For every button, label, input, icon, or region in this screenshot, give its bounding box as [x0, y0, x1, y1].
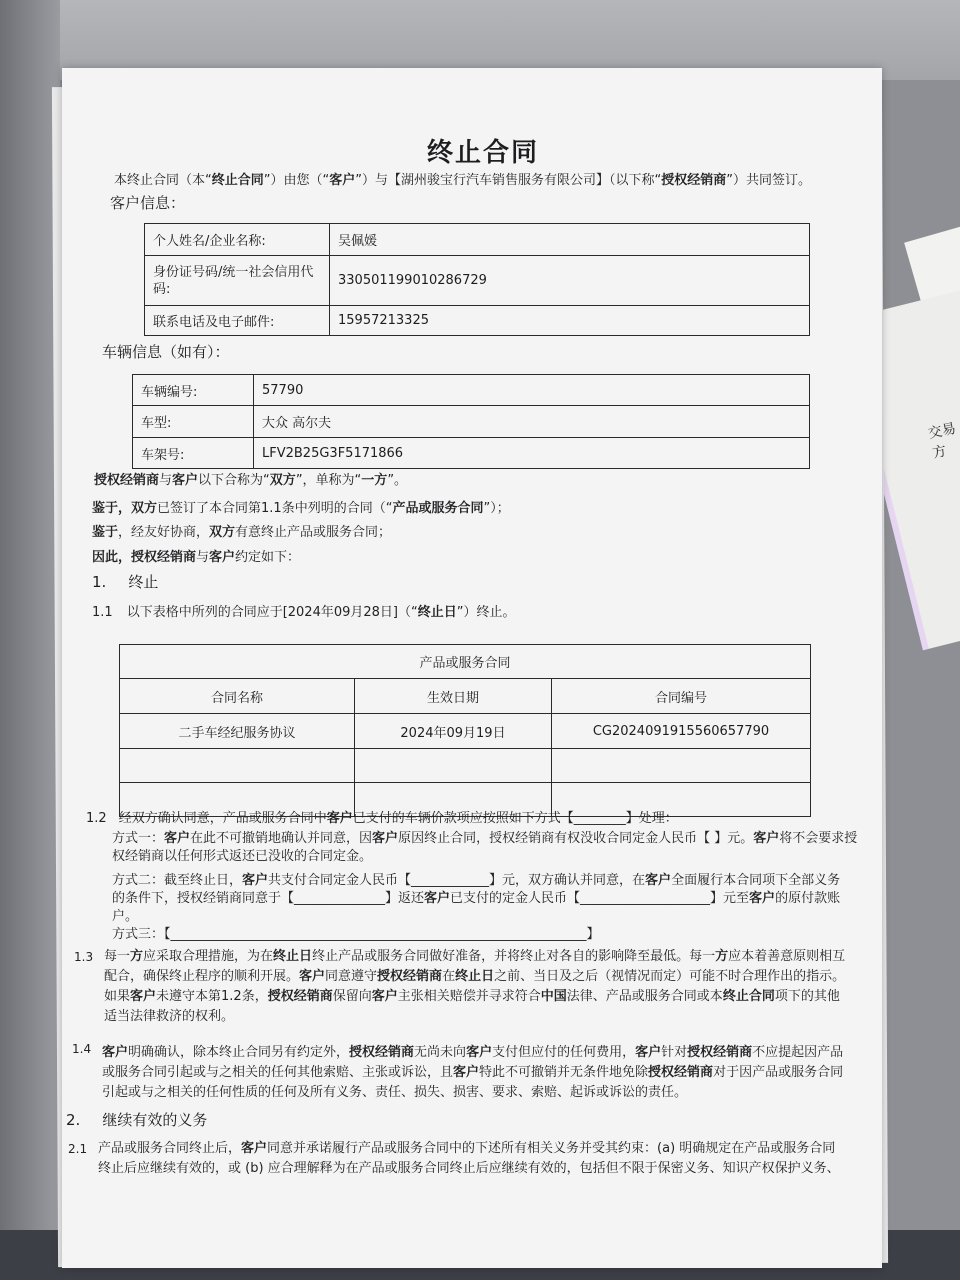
whereas-1: 鉴于，双方已签订了本合同第1.1条中列明的合同（“产品或服务合同”）； [92, 501, 510, 516]
clause-1-3-line-4: 适当法律救济的权利。 [104, 1009, 235, 1024]
vehicle-heading: 车辆信息（如有）： [102, 343, 230, 361]
method-1-line-1: 方式一：客户在此不可撤销地确认并同意，因客户原因终止合同，授权经销商有权没收合同定金人民币【 】元。客户将不会要求授 [112, 831, 858, 846]
clause-2-1-line-2: 终止后应继续有效的，或 (b) 应合理解释为在产品或服务合同终止后应继续有效的，包括但不限于保密义务、知识产权保护义务、 [98, 1161, 840, 1176]
customer-id-label: 身份证号码/统一社会信用代码: [145, 256, 330, 306]
table-row [133, 375, 810, 406]
customer-contact-value: 15957213325 [330, 306, 810, 336]
clause-1-4-line-3: 引起或与之相关的任何性质的任何及所有义务、责任、损失、损害、要求、索赔、起诉或诉讼的责任。 [102, 1085, 688, 1100]
clause-1-3-line-1: 每一方应采取合理措施，为在终止日终止产品或服务合同做好准备，并将终止对各自的影响降至最低。每一方应本着善意原则相互 [104, 949, 846, 964]
customer-id-value: 330501199010286729 [330, 256, 810, 306]
vehicle-vin-value: LFV2B25G3F5171866 [254, 438, 810, 469]
table-row [145, 224, 810, 256]
page-title: 终止合同 [427, 138, 540, 168]
customer-name-label: 个人姓名/企业名称: [145, 224, 330, 256]
clause-2-1-line-1: 产品或服务合同终止后，客户同意并承诺履行产品或服务合同中的下述所有相关义务并受其约束：(a) 明确规定在产品或服务合同 [98, 1141, 836, 1156]
table-row [120, 645, 811, 679]
method-1-line-2: 权经销商以任何形式返还已没收的合同定金。 [112, 849, 373, 864]
table-row [133, 438, 810, 469]
header-contract-number: 合同编号 [552, 679, 811, 714]
clause-1-1: 1.1 以下表格中所列的合同应于[2024年09月28日]（“终止日”）终止。 [92, 605, 516, 620]
method-2-line-3: 户。 [112, 909, 139, 924]
clause-1-3-line-2: 配合，确保终止程序的顺利开展。客户同意遵守授权经销商在终止日之前、当日及之后（视情况而定）可能不时合理作出的指示。 [104, 969, 846, 984]
table-row [120, 749, 811, 783]
vehicle-id-value: 57790 [254, 375, 810, 406]
table-row [120, 714, 811, 749]
clause-1-2: 1.2 经双方确认同意，产品或服务合同中客户已支付的车辆价款项应按照如下方式【________】处理： [86, 811, 678, 826]
section-1-heading: 1. 终止 [92, 573, 159, 591]
clause-1-4-line-1: 客户明确确认，除本终止合同另有约定外，授权经销商无尚未向客户支付但应付的任何费用，客户针对授权经销商不应提起因产品 [102, 1045, 844, 1060]
table-row [145, 256, 810, 306]
table-row [120, 679, 811, 714]
clause-2-1-number: 2.1 [68, 1142, 88, 1156]
contracts-table [119, 644, 811, 817]
header-effective-date: 生效日期 [355, 679, 552, 714]
method-3-line: 方式三：【________________________________________________________________】 [112, 927, 600, 942]
contract-date-cell [355, 749, 552, 783]
clause-1-3-number: 1.3 [74, 950, 94, 964]
customer-heading: 客户信息： [110, 194, 186, 212]
vehicle-vin-label: 车架号: [133, 438, 254, 469]
intro-paragraph: 本终止合同（本“终止合同”）由您（“客户”）与【湖州骏宝行汽车销售服务有限公司】（以下称“授权经销商”）共同签订。 [114, 173, 812, 188]
table-row [145, 306, 810, 336]
clause-1-4-number: 1.4 [72, 1042, 92, 1056]
method-2-line-1: 方式二：截至终止日，客户共支付合同定金人民币【____________】元，双方确认并同意，在客户全面履行本合同项下全部义务 [112, 873, 841, 888]
customer-contact-label: 联系电话及电子邮件: [145, 306, 330, 336]
vehicle-table [132, 374, 810, 469]
contracts-caption: 产品或服务合同 [120, 645, 811, 679]
method-2-line-2: 的条件下，授权经销商同意于【______________】返还客户已支付的定金人民币【____________________】元至客户的原付款账 [112, 891, 841, 906]
contract-date-cell: 2024年09月19日 [355, 714, 552, 749]
clause-1-4-line-2: 或服务合同引起或与之相关的任何其他索赔、主张或诉讼，且客户特此不可撤销并无条件地免除授权经销商对于因产品或服务合同 [102, 1065, 844, 1080]
contract-name-cell [120, 749, 355, 783]
customer-table [144, 223, 810, 336]
whereas-2: 鉴于，经友好协商，双方有意终止产品或服务合同； [92, 525, 392, 540]
clause-1-3-line-3: 如果客户未遵守本第1.2条，授权经销商保留向客户主张相关赔偿并寻求符合中国法律、产品或服务合同或本终止合同项下的其他 [104, 989, 840, 1004]
vehicle-id-label: 车辆编号: [133, 375, 254, 406]
header-contract-name: 合同名称 [120, 679, 355, 714]
contract-number-cell [552, 749, 811, 783]
section-2-heading: 2. 继续有效的义务 [66, 1111, 208, 1129]
contract-page [62, 68, 882, 1268]
table-row [133, 406, 810, 438]
side-paper-label: 交易方 [926, 420, 958, 462]
customer-name-value: 吴佩媛 [330, 224, 810, 256]
desk-left [0, 0, 60, 1280]
vehicle-model-value: 大众 高尔夫 [254, 406, 810, 438]
parties-line: 授权经销商与客户以下合称为“双方”，单称为“一方”。 [94, 473, 408, 488]
vehicle-model-label: 车型: [133, 406, 254, 438]
therefore-line: 因此，授权经销商与客户约定如下： [92, 550, 301, 565]
contract-number-cell: CG2024091915560657790 [552, 714, 811, 749]
contract-name-cell: 二手车经纪服务协议 [120, 714, 355, 749]
